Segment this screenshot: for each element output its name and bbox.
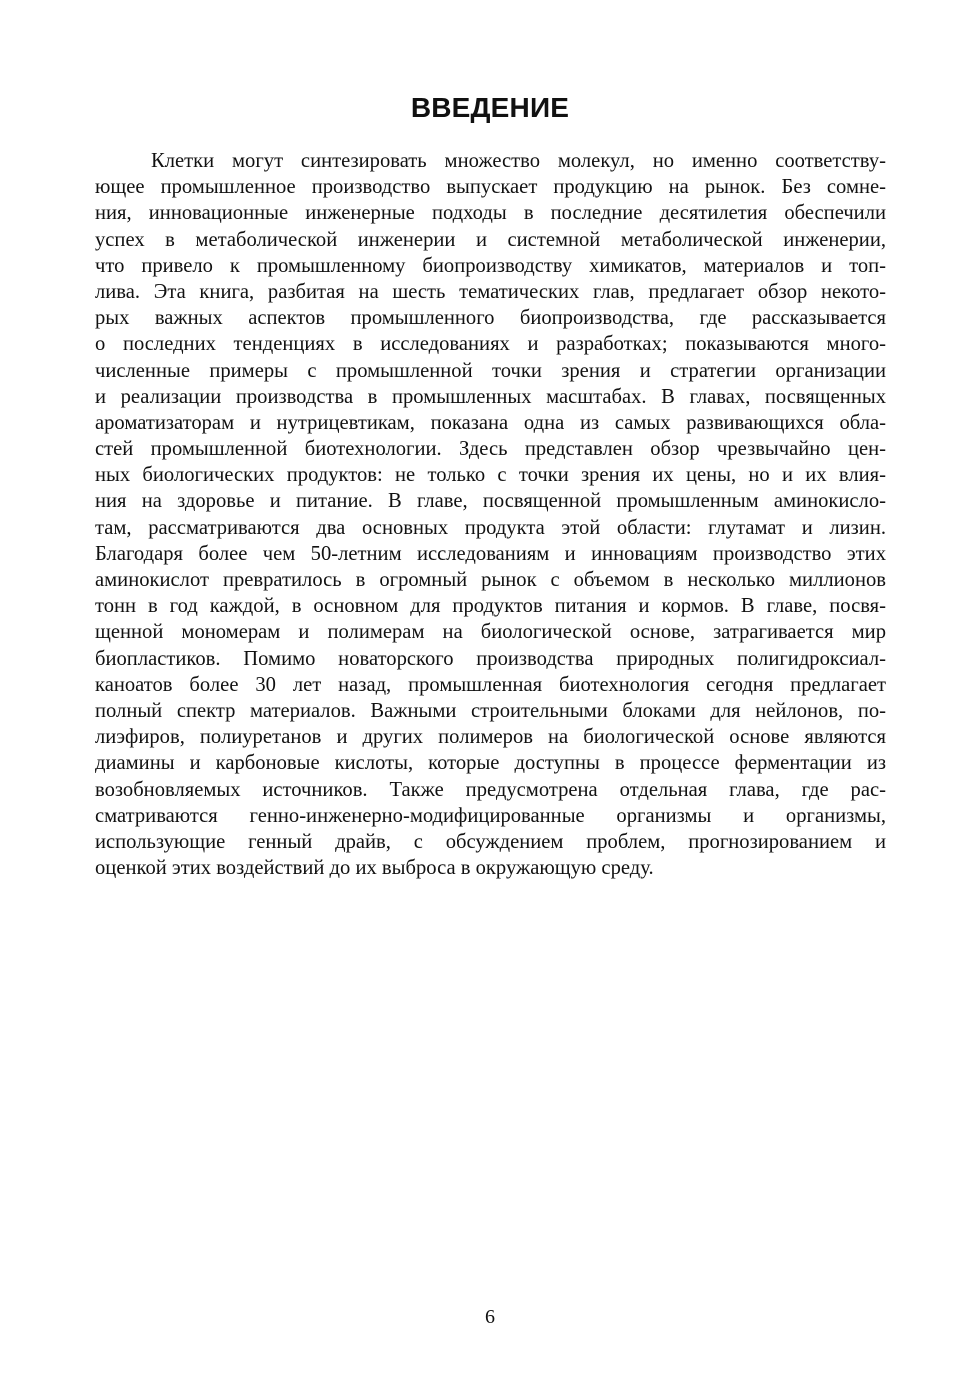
paragraph-line: ния на здоровье и питание. В главе, посвященной промышленным аминокисло- [95, 490, 886, 513]
paragraph-line: ароматизаторам и нутрицевтикам, показана одна из самых развивающихся обла- [95, 411, 886, 434]
paragraph-line: ных биологических продуктов: не только с точки зрения их цены, но и их влия- [95, 464, 886, 487]
paragraph-line: диамины и карбоновые кислоты, которые доступны в процессе ферментации из [95, 752, 886, 775]
paragraph-line: и реализации производства в промышленных масштабах. В главах, посвященных [95, 385, 886, 408]
paragraph-line: Клетки могут синтезировать множество молекул, но именно соответству- [151, 150, 886, 172]
paragraph-line: биопластиков. Помимо новаторского производства природных полигидроксиал- [95, 647, 886, 670]
paragraph-line: ющее промышленное производство выпускает продукцию на рынок. Без сомне- [95, 176, 886, 199]
paragraph-line: ния, инновационные инженерные подходы в последние десятилетия обеспечили [95, 202, 886, 225]
paragraph-line: каноатов более 30 лет назад, промышленная биотехнология сегодня предлагает [95, 673, 886, 696]
page-title: ВВЕДЕНИЕ [410, 92, 570, 123]
paragraph-line: о последних тенденциях в исследованиях и разработках; показываются много- [95, 333, 886, 356]
paragraph-line: Благодаря более чем 50-летним исследованиям и инновациям производство этих [95, 542, 886, 565]
paragraph-line: использующие генный драйв, с обсуждением проблем, прогнозированием и [95, 830, 886, 853]
paragraph-line: лива. Эта книга, разбитая на шесть тематических глав, предлагает обзор некото- [95, 280, 886, 303]
paragraph-line: стей промышленной биотехнологии. Здесь представлен обзор чрезвычайно цен- [95, 438, 886, 461]
paragraph-line: лиэфиров, полиуретанов и других полимеров на биологической основе являются [95, 726, 886, 749]
paragraph-line: тонн в год каждой, в основном для продуктов питания и кормов. В главе, посвя- [95, 595, 886, 618]
paragraph-line: там, рассматриваются два основных продукта этой области: глутамат и лизин. [95, 516, 886, 539]
paragraph-line: аминокислот превратилось в огромный рынок с объемом в несколько миллионов [95, 569, 886, 591]
paragraph-line: успех в метаболической инженерии и системной метаболической инженерии, [95, 228, 886, 251]
paragraph-line: полный спектр материалов. Важными строительными блоками для нейлонов, по- [95, 699, 886, 722]
paragraph-line: оценкой этих воздействий до их выброса в окружающую среду. [95, 857, 654, 880]
paragraph-line: численные примеры с промышленной точки зрения и стратегии организации [95, 359, 886, 382]
paragraph-line: рых важных аспектов промышленного биопроизводства, где рассказывается [95, 307, 886, 330]
page-number: 6 [485, 1306, 495, 1328]
body-paragraph [95, 148, 886, 881]
paragraph-line: что привело к промышленному биопроизводству химикатов, материалов и топ- [95, 254, 886, 277]
paragraph-line: сматриваются генно-инженерно-модифицированные организмы и организмы, [95, 804, 886, 827]
paragraph-line: возобновляемых источников. Также предусмотрена отдельная глава, где рас- [95, 778, 886, 801]
paragraph-line: щенной мономерам и полимерам на биологической основе, затрагивается мир [95, 621, 886, 644]
